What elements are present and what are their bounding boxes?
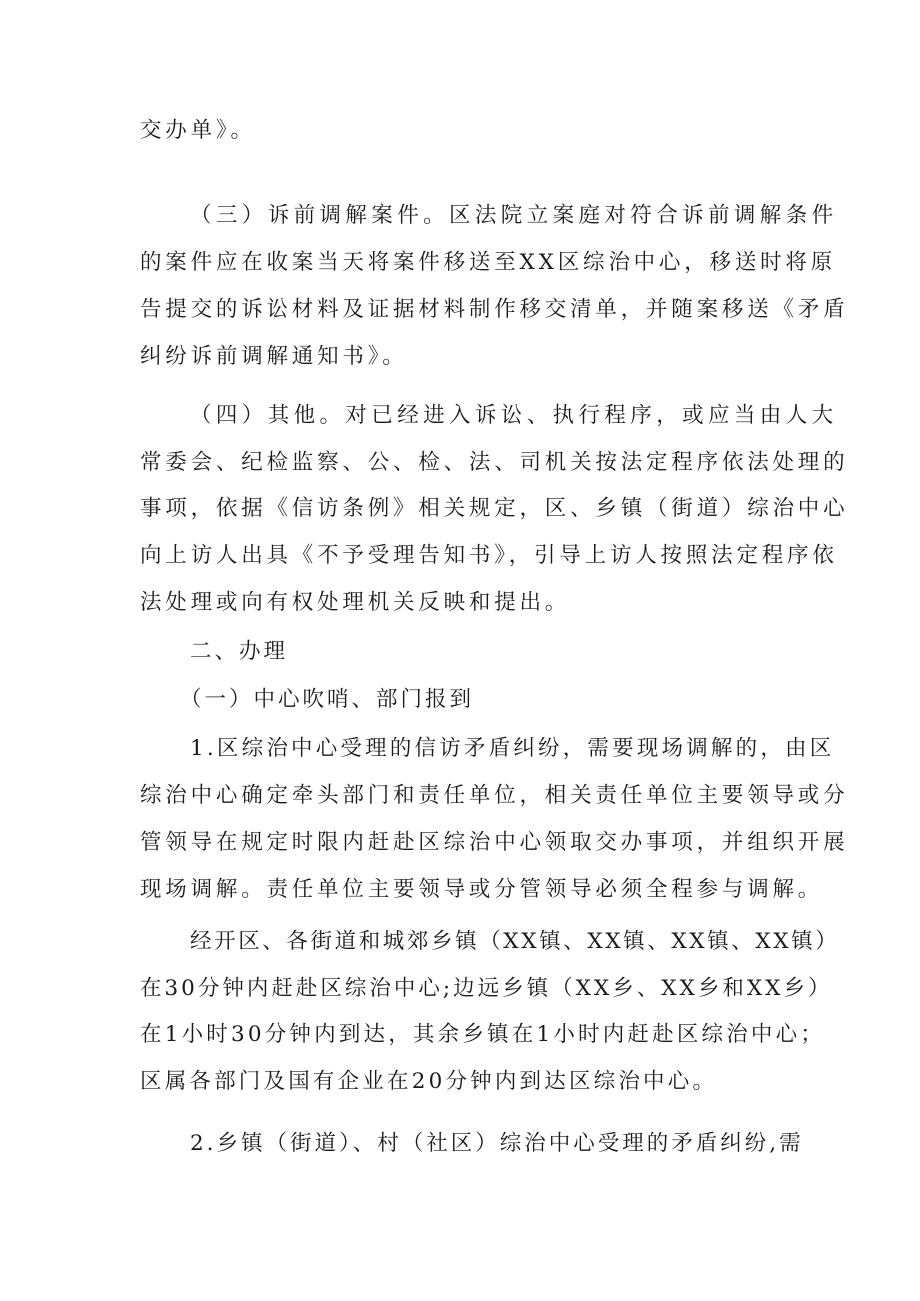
subsection-heading: （一）中心吹哨、部门报到 [180,687,475,712]
text-line: 在1小时30分钟内到达，其余乡镇在1小时内赶赴区综治中心； [140,1022,826,1047]
text-line: 经开区、各街道和城郊乡镇（XX镇、XX镇、XX镇、XX镇） [190,929,840,954]
text-line: 现场调解。责任单位主要领导或分管领导必须全程参与调解。 [140,877,824,902]
text-line: 区属各部门及国有企业在20分钟内到达区综治中心。 [140,1069,718,1094]
text-line: （三）诉前调解案件。区法院立案庭对符合诉前调解条件 [190,203,838,228]
text-line: 1.区综治中心受理的信访矛盾纠纷，需要现场调解的，由区 [190,736,835,761]
text-line: 管领导在规定时限内赶赴区综治中心领取交办事项，并组织开展 [140,830,849,855]
text-line: （四）其他。对已经进入诉讼、执行程序，或应当由人大 [190,403,838,428]
text-line: 向上访人出具《不予受理告知书》，引导上访人按照法定程序依 [140,543,838,568]
text-line: 2.乡镇（街道）、村（社区）综治中心受理的矛盾纠纷,需 [190,1131,804,1156]
text-line: 法处理或向有权处理机关反映和提出。 [140,590,571,615]
text-line: 在30分钟内赶赴区综治中心;边远乡镇（XX乡、XX乡和XX乡） [140,976,833,1001]
text-line: 常委会、纪检监察、公、检、法、司机关按法定程序依法处理的 [140,450,849,475]
text-line: 纠纷诉前调解通知书》。 [140,344,408,369]
text-line: 告提交的诉讼材料及证据材料制作移交清单，并随案移送《矛盾 [140,297,849,322]
text-line: 事项，依据《信访条例》相关规定，区、乡镇（街道）综治中心 [140,496,849,521]
text-line: 的案件应在收案当天将案件移送至XX区综治中心，移送时将原 [140,250,837,275]
section-heading: 二、办理 [190,639,289,664]
text-line: 综治中心确定牵头部门和责任单位，相关责任单位主要领导或分 [140,783,849,808]
text-line: 交办单》。 [140,118,256,143]
